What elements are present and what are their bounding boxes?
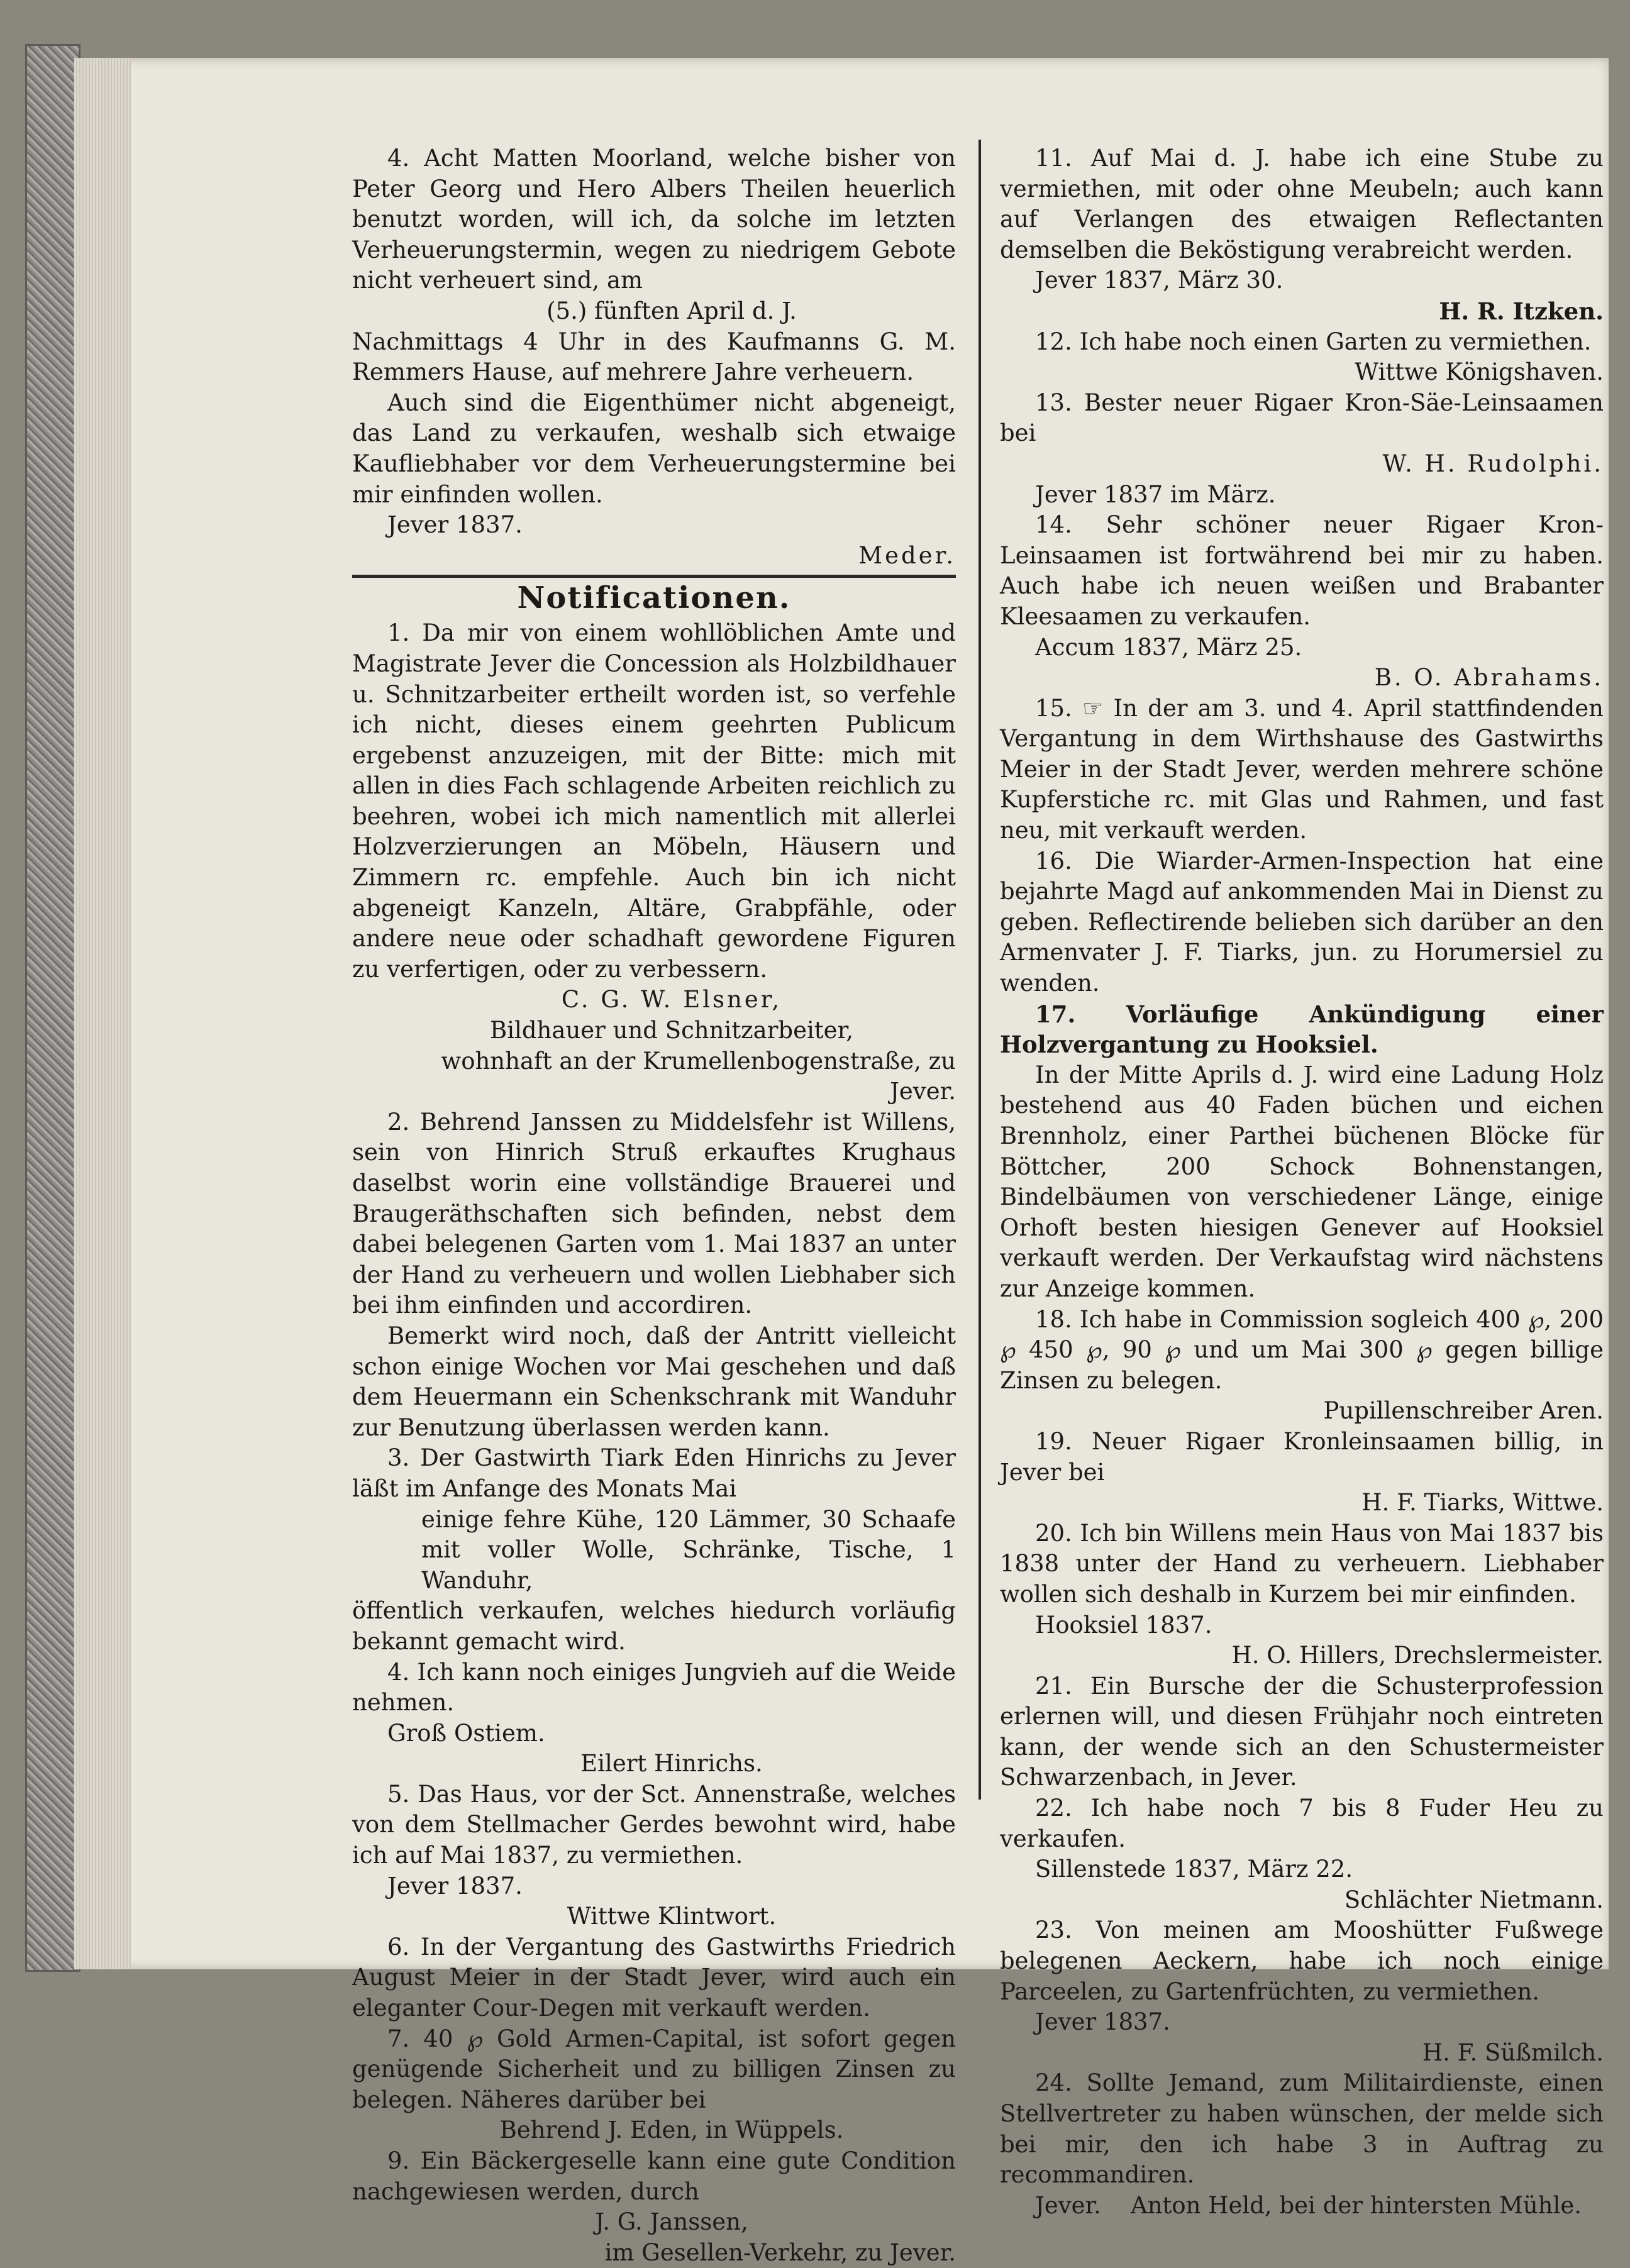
notification-9-affiliation: im Gesellen-Verkehr, zu Jever.	[604, 2238, 956, 2266]
notification-20-place: Hooksiel 1837.	[1035, 1611, 1212, 1639]
notification-24-place-text: Jever.	[1035, 2191, 1101, 2219]
notification-19-signature: H. F. Tiarks, Wittwe.	[1361, 1489, 1604, 1517]
notice-4-signature: Meder.	[858, 541, 956, 569]
right-column	[1000, 143, 1604, 2221]
notification-18-text: 18. Ich habe in Commission sogleich 400 ℘, 200 ℘ 450 ℘, 90 ℘ und um Mai 300 ℘ gegen billige Zinsen zu belegen.	[1000, 1305, 1604, 1394]
notification-3-text: 3. Der Gastwirth Tiark Eden Hinrichs zu Jever läßt im Anfange des Monats Mai	[352, 1444, 956, 1502]
notification-20-signature: H. O. Hillers, Drechslermeister.	[1231, 1642, 1604, 1669]
notification-13-text: 13. Bester neuer Rigaer Kron-Säe-Leinsaamen bei	[1000, 389, 1604, 447]
notification-21-text: 21. Ein Bursche der die Schusterprofession erlernen will, und diesen Frühjahr noch eintreten kann, der wende sich an den Schustermeister Schwarzenbach, in Jever.	[1000, 1672, 1604, 1791]
notification-1-address: wohnhaft an der Krumellenbogenstraße, zu Jever.	[441, 1047, 956, 1105]
section-heading: Notificationen.	[517, 580, 791, 616]
notification-7-text: 7. 40 ℘ Gold Armen-Capital, ist sofort gegen genügende Sicherheit und zu billigen Zinsen zu belegen. Näheres darüber bei	[352, 2025, 956, 2113]
notification-3-items: einige fehre Kühe, 120 Lämmer, 30 Schaafe mit voller Wolle, Schränke, Tische, 1 Wanduhr,	[421, 1505, 956, 1594]
notice-4-text2: Nachmittags 4 Uhr in des Kaufmanns G. M. Remmers Hause, auf mehrere Jahre verheuern.	[352, 328, 956, 386]
notification-2-text: 2. Behrend Janssen zu Middelsfehr ist Willens, sein von Hinrich Struß erkauftes Krughaus daselbst worin eine vollständige Brauerei und Braugeräthschaften sich befinden, nebst dem dabei belegenen Garten vom 1. Mai 1837 an unter der Hand zu verheuern und wollen Liebhaber sich bei ihm einfinden und accordiren.	[352, 1108, 956, 1319]
notification-14-place: Accum 1837, März 25.	[1035, 633, 1302, 661]
notification-11-text: 11. Auf Mai d. J. habe ich eine Stube zu vermiethen, mit oder ohne Meubeln; auch kann auf Verlangen des etwaigen Reflectanten demselben die Beköstigung verabreicht werden.	[1000, 145, 1604, 263]
notice-4-place: Jever 1837.	[387, 511, 523, 539]
notification-14-text: 14. Sehr schöner neuer Rigaer Kron-Leinsaamen ist fortwährend bei mir zu haben. Auch habe ich neuen weißen und Brabanter Kleesaamen zu verkaufen.	[1000, 511, 1604, 630]
notification-4-place: Groß Ostiem.	[387, 1719, 545, 1747]
notification-20-text: 20. Ich bin Willens mein Haus von Mai 1837 bis 1838 unter der Hand zu verheuern. Liebhaber wollen sich deshalb in Kurzem bei mir einfinden.	[1000, 1519, 1604, 1608]
notification-5-text: 5. Das Haus, vor der Sct. Annenstraße, welches von dem Stellmacher Gerdes bewohnt wird, habe ich auf Mai 1837, zu vermiethen.	[352, 1780, 956, 1869]
notification-12-signature: Wittwe Königshaven.	[1355, 358, 1604, 386]
notification-16-text: 16. Die Wiarder-Armen-Inspection hat eine bejahrte Magd auf ankommenden Mai in Dienst zu geben. Reflectirende belieben sich darüber an den Armenvater J. F. Tiarks, jun. zu Horumersiel zu wenden.	[1000, 847, 1604, 997]
notice-4-text3: Auch sind die Eigenthümer nicht abgeneigt, das Land zu verkaufen, weshalb sich etwaige Kaufliebhaber vor dem Verheuerungstermine bei mir einfinden wollen.	[352, 389, 956, 508]
notification-22-text: 22. Ich habe noch 7 bis 8 Fuder Heu zu verkaufen.	[1000, 1795, 1604, 1852]
notification-13-signature: W. H. Rudolphi.	[1382, 450, 1604, 477]
notification-9-signature: J. G. Janssen,	[595, 2208, 748, 2236]
column-divider	[979, 140, 981, 1800]
left-column	[352, 143, 956, 2268]
notification-15-text: 15. ☞ In der am 3. und 4. April stattfindenden Vergantung in dem Wirthshause des Gastwirths Meier in der Stadt Jever, werden mehrere schöne Kupferstiche rc. mit Glas und Rahmen, und fast neu, mit verkauft werden.	[1000, 694, 1604, 844]
notification-17-title: 17. Vorläufige Ankündigung einer Holzvergantung zu Hooksiel.	[1000, 1000, 1604, 1059]
notification-1-signature: C. G. W. Elsner,	[561, 986, 782, 1014]
notification-5-signature: Wittwe Klintwort.	[567, 1903, 777, 1930]
section-rule	[352, 575, 956, 578]
notice-4-date: (5.) fünften April d. J.	[546, 297, 797, 324]
notification-12-text: 12. Ich habe noch einen Garten zu vermiethen.	[1035, 328, 1592, 355]
notification-23-text: 23. Von meinen am Mooshütter Fußwege belegenen Aeckern, habe ich noch einige Parceelen, zu Gartenfrüchten, zu vermiethen.	[1000, 1917, 1604, 2005]
notification-23-place: Jever 1837.	[1035, 2008, 1170, 2036]
book-binding	[25, 44, 80, 1972]
notification-19-text: 19. Neuer Rigaer Kronleinsaamen billig, in Jever bei	[1000, 1427, 1604, 1486]
notification-11-place: Jever 1837, März 30.	[1035, 267, 1283, 294]
notice-4-text: 4. Acht Matten Moorland, welche bisher von Peter Georg und Hero Albers Theilen heuerlich benutzt worden, will ich, da solche im letzten Verheuerungstermin, wegen zu niedrigem Gebote nicht verheuert sind, am	[352, 145, 956, 294]
notification-7-signature: Behrend J. Eden, in Wüppels.	[499, 2116, 844, 2144]
notification-23-signature: H. F. Süßmilch.	[1422, 2038, 1604, 2066]
notification-17-text: In der Mitte Aprils d. J. wird eine Ladung Holz bestehend aus 40 Faden büchen und eichen Brennholz, einer Parthei büchenen Blöcke für Böttcher, 200 Schock Bohnenstangen, Bindelbäumen von verschiedener Länge, einige Orhoft besten hiesigen Genever auf Hooksiel verkauft werden. Der Verkaufstag wird nächstens zur Anzeige kommen.	[1000, 1061, 1604, 1302]
notification-1-text: 1. Da mir von einem wohllöblichen Amte und Magistrate Jever die Concession als Holzbildhauer u. Schnitzarbeiter ertheilt worden ist, so verfehle ich nicht, dieses einem geehrten Publicum ergebenst anzuzeigen, mit der Bitte: mich mit allen in dies Fach schlagende Arbeiten reichlich zu beehren, wobei ich mich namentlich mit allerlei Holzverzierungen an Möbeln, Häusern und Zimmern rc. empfehle. Auch bin ich nicht abgeneigt Kanzeln, Altäre, Grabpfähle, oder andere neue oder schadhaft gewordene Figuren zu verfertigen, oder zu verbessern.	[352, 619, 956, 983]
notification-1-occupation: Bildhauer und Schnitzarbeiter,	[490, 1017, 853, 1044]
notification-22-place: Sillenstede 1837, März 22.	[1035, 1856, 1353, 1883]
notification-24-text: 24. Sollte Jemand, zum Militairdienste, einen Stellvertreter zu haben wünschen, der melde sich bei mir, den ich habe 3 in Auftrag zu recommandiren.	[1000, 2069, 1604, 2189]
notification-6-text: 6. In der Vergantung des Gastwirths Friedrich August Meier in der Stadt Jever, wird auch ein eleganter Cour-Degen mit verkauft werden.	[352, 1933, 956, 2022]
notification-3-text3: öffentlich verkaufen, welches hiedurch vorläufig bekannt gemacht wird.	[352, 1597, 956, 1655]
notification-4-signature: Eilert Hinrichs.	[580, 1750, 763, 1778]
page-edges	[74, 58, 131, 1969]
notification-5-place: Jever 1837.	[387, 1872, 523, 1900]
notification-13-place: Jever 1837 im März.	[1035, 480, 1276, 508]
notification-4-text: 4. Ich kann noch einiges Jungvieh auf die Weide nehmen.	[352, 1658, 956, 1717]
notification-14-signature: B. O. Abrahams.	[1374, 664, 1604, 692]
notification-2-text2: Bemerkt wird noch, daß der Antritt vielleicht schon einige Wochen vor Mai geschehen und daß dem Heuermann ein Schenkschrank mit Wanduhr zur Benutzung überlassen werden kann.	[352, 1322, 956, 1441]
notification-18-signature: Pupillenschreiber Aren.	[1323, 1397, 1604, 1425]
notification-9-text: 9. Ein Bäckergeselle kann eine gute Condition nachgewiesen werden, durch	[352, 2147, 956, 2205]
notification-24-place	[1000, 2191, 1604, 2221]
notification-22-signature: Schlächter Nietmann.	[1344, 1886, 1604, 1913]
notification-24-signature: Anton Held, bei der hintersten Mühle.	[1130, 2191, 1582, 2219]
notification-11-signature: H. R. Itzken.	[1439, 297, 1604, 325]
